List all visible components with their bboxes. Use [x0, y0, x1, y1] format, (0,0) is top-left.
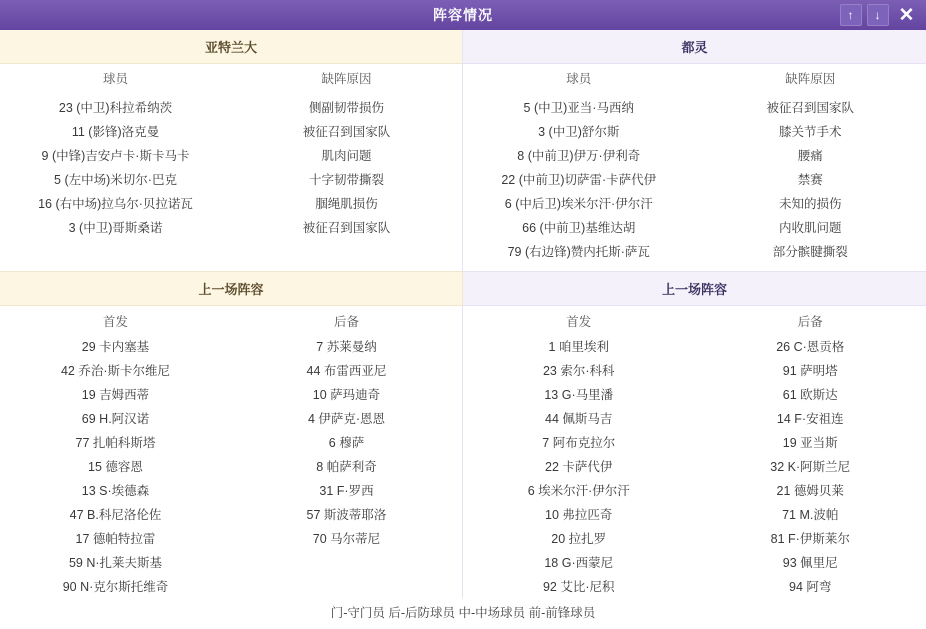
player-name: 79 (右边锋)赞内托斯·萨瓦 [463, 242, 695, 260]
list-item: 14 F·安祖连 [695, 406, 926, 430]
player-name: 23 (中卫)科拉希纳茨 [0, 98, 231, 116]
home-team-name: 亚特兰大 [0, 30, 462, 64]
absence-reason: 被征召到国家队 [231, 122, 462, 140]
player-name: 16 (右中场)拉乌尔·贝拉诺瓦 [0, 194, 231, 212]
list-item: 61 欧斯达 [695, 382, 926, 406]
absence-reason: 禁赛 [695, 170, 926, 188]
list-item: 31 F·罗西 [231, 478, 462, 502]
list-item: 18 G·西蒙尼 [463, 550, 695, 574]
table-row [0, 215, 462, 239]
player-name: 9 (中锋)吉安卢卡·斯卡马卡 [0, 146, 231, 164]
home-starters-list [0, 334, 231, 598]
absence-reason: 膝关节手术 [695, 122, 926, 140]
absence-reason: 腘绳肌损伤 [231, 194, 462, 212]
home-col-player: 球员 [0, 69, 231, 87]
list-item: 13 S·埃德森 [0, 478, 231, 502]
player-name: 22 (中前卫)切萨雷·卡萨代伊 [463, 170, 695, 188]
list-item: 90 N·克尔斯托维奇 [0, 574, 231, 598]
list-item: 6 埃米尔汗·伊尔汗 [463, 478, 695, 502]
list-item: 47 B.科尼洛伦佐 [0, 502, 231, 526]
position-legend: 门-守门员 后-后防球员 中-中场球员 前-前锋球员 [0, 598, 926, 629]
window-titlebar [0, 0, 926, 30]
list-item: 7 阿布克拉尔 [463, 430, 695, 454]
away-absence-rows [463, 92, 926, 271]
absence-reason: 被征召到国家队 [231, 218, 462, 236]
list-item: 81 F·伊斯莱尔 [695, 526, 926, 550]
away-lineup-headers [463, 306, 926, 334]
player-name: 8 (中前卫)伊万·伊利奇 [463, 146, 695, 164]
absence-reason [231, 242, 462, 256]
table-row [463, 95, 926, 119]
home-lineup [0, 306, 463, 598]
list-item: 21 德姆贝莱 [695, 478, 926, 502]
absence-home-column [0, 30, 463, 271]
absence-reason: 腰痛 [695, 146, 926, 164]
table-row [463, 167, 926, 191]
player-name: 66 (中前卫)基维达胡 [463, 218, 695, 236]
list-item: 15 德容恩 [0, 454, 231, 478]
list-item: 44 布雷西亚尼 [231, 358, 462, 382]
player-name: 5 (左中场)米切尔·巴克 [0, 170, 231, 188]
list-item: 57 斯波蒂耶洛 [231, 502, 462, 526]
list-item: 29 卡内塞基 [0, 334, 231, 358]
away-col-reason: 缺阵原因 [695, 69, 926, 87]
away-col-starters: 首发 [463, 306, 695, 334]
absence-reason: 肌肉问题 [231, 146, 462, 164]
absence-reason: 内收肌问题 [695, 218, 926, 236]
list-item: 32 K·阿斯兰尼 [695, 454, 926, 478]
away-absence-headers [463, 64, 926, 92]
list-item: 26 C·恩贡格 [695, 334, 926, 358]
table-row [0, 143, 462, 167]
home-lineup-lists [0, 334, 462, 598]
absence-away-column [463, 30, 926, 271]
list-item: 10 弗拉匹奇 [463, 502, 695, 526]
list-item: 19 吉姆西蒂 [0, 382, 231, 406]
list-item: 69 H.阿汉诺 [0, 406, 231, 430]
scroll-up-button[interactable]: ↑ [840, 4, 862, 26]
list-item: 94 阿弯 [695, 574, 926, 598]
list-item: 23 索尔·科科 [463, 358, 695, 382]
player-name: 6 (中后卫)埃米尔汗·伊尔汗 [463, 194, 695, 212]
list-item: 22 卡萨代伊 [463, 454, 695, 478]
table-row [463, 143, 926, 167]
table-row [0, 119, 462, 143]
list-item: 4 伊萨克·恩恩 [231, 406, 462, 430]
player-name: 5 (中卫)亚当·马西纳 [463, 98, 695, 116]
list-item: 8 帕萨利奇 [231, 454, 462, 478]
list-item: 10 萨玛迪奇 [231, 382, 462, 406]
list-item: 59 N·扎莱夫斯基 [0, 550, 231, 574]
table-row [0, 191, 462, 215]
absence-reason: 未知的损伤 [695, 194, 926, 212]
list-item: 17 德帕特拉雷 [0, 526, 231, 550]
scroll-down-button[interactable]: ↓ [867, 4, 889, 26]
list-item: 77 扎帕科斯塔 [0, 430, 231, 454]
list-item: 70 马尔蒂尼 [231, 526, 462, 550]
lineups-section [0, 306, 926, 598]
list-item: 19 亚当斯 [695, 430, 926, 454]
absence-reason: 部分髌腱撕裂 [695, 242, 926, 260]
home-col-reason: 缺阵原因 [231, 69, 462, 87]
away-lineup-lists [463, 334, 926, 598]
player-name: 11 (影锋)洛克曼 [0, 122, 231, 140]
list-item: 92 艾比·尼积 [463, 574, 695, 598]
window-controls [840, 0, 920, 30]
away-lastmatch-title: 上一场阵容 [463, 271, 926, 306]
table-row [463, 239, 926, 263]
absence-reason: 十字韧带撕裂 [231, 170, 462, 188]
away-team-name: 都灵 [463, 30, 926, 64]
away-lineup [463, 306, 926, 598]
away-starters-list [463, 334, 695, 598]
table-row [0, 95, 462, 119]
table-row [463, 215, 926, 239]
table-row [463, 119, 926, 143]
player-name: 3 (中卫)舒尔斯 [463, 122, 695, 140]
player-name: 3 (中卫)哥斯桑诺 [0, 218, 231, 236]
home-bench-list [231, 334, 462, 598]
away-col-bench: 后备 [695, 306, 926, 334]
home-absence-rows [0, 92, 462, 267]
table-row-empty [0, 239, 462, 259]
table-row [463, 191, 926, 215]
list-item: 42 乔治·斯卡尔维尼 [0, 358, 231, 382]
home-lastmatch-title: 上一场阵容 [0, 271, 463, 306]
lastmatch-band [0, 271, 926, 306]
player-name [0, 242, 231, 256]
away-col-player: 球员 [463, 69, 695, 87]
absence-section [0, 30, 926, 271]
home-col-bench: 后备 [231, 306, 462, 334]
list-item: 7 苏莱曼纳 [231, 334, 462, 358]
home-lineup-headers [0, 306, 462, 334]
home-col-starters: 首发 [0, 306, 231, 334]
list-item: 20 拉扎罗 [463, 526, 695, 550]
close-icon[interactable]: ✕ [894, 2, 920, 28]
window-title: 阵容情况 [433, 5, 493, 25]
list-item: 71 M.波帕 [695, 502, 926, 526]
list-item: 13 G·马里潘 [463, 382, 695, 406]
list-item: 6 穆萨 [231, 430, 462, 454]
list-item: 1 咱里埃利 [463, 334, 695, 358]
absence-reason: 侧副韧带损伤 [231, 98, 462, 116]
absence-reason: 被征召到国家队 [695, 98, 926, 116]
home-absence-headers [0, 64, 462, 92]
list-item: 91 萨明塔 [695, 358, 926, 382]
away-bench-list [695, 334, 926, 598]
list-item: 93 佩里尼 [695, 550, 926, 574]
list-item: 44 佩斯马吉 [463, 406, 695, 430]
table-row [0, 167, 462, 191]
